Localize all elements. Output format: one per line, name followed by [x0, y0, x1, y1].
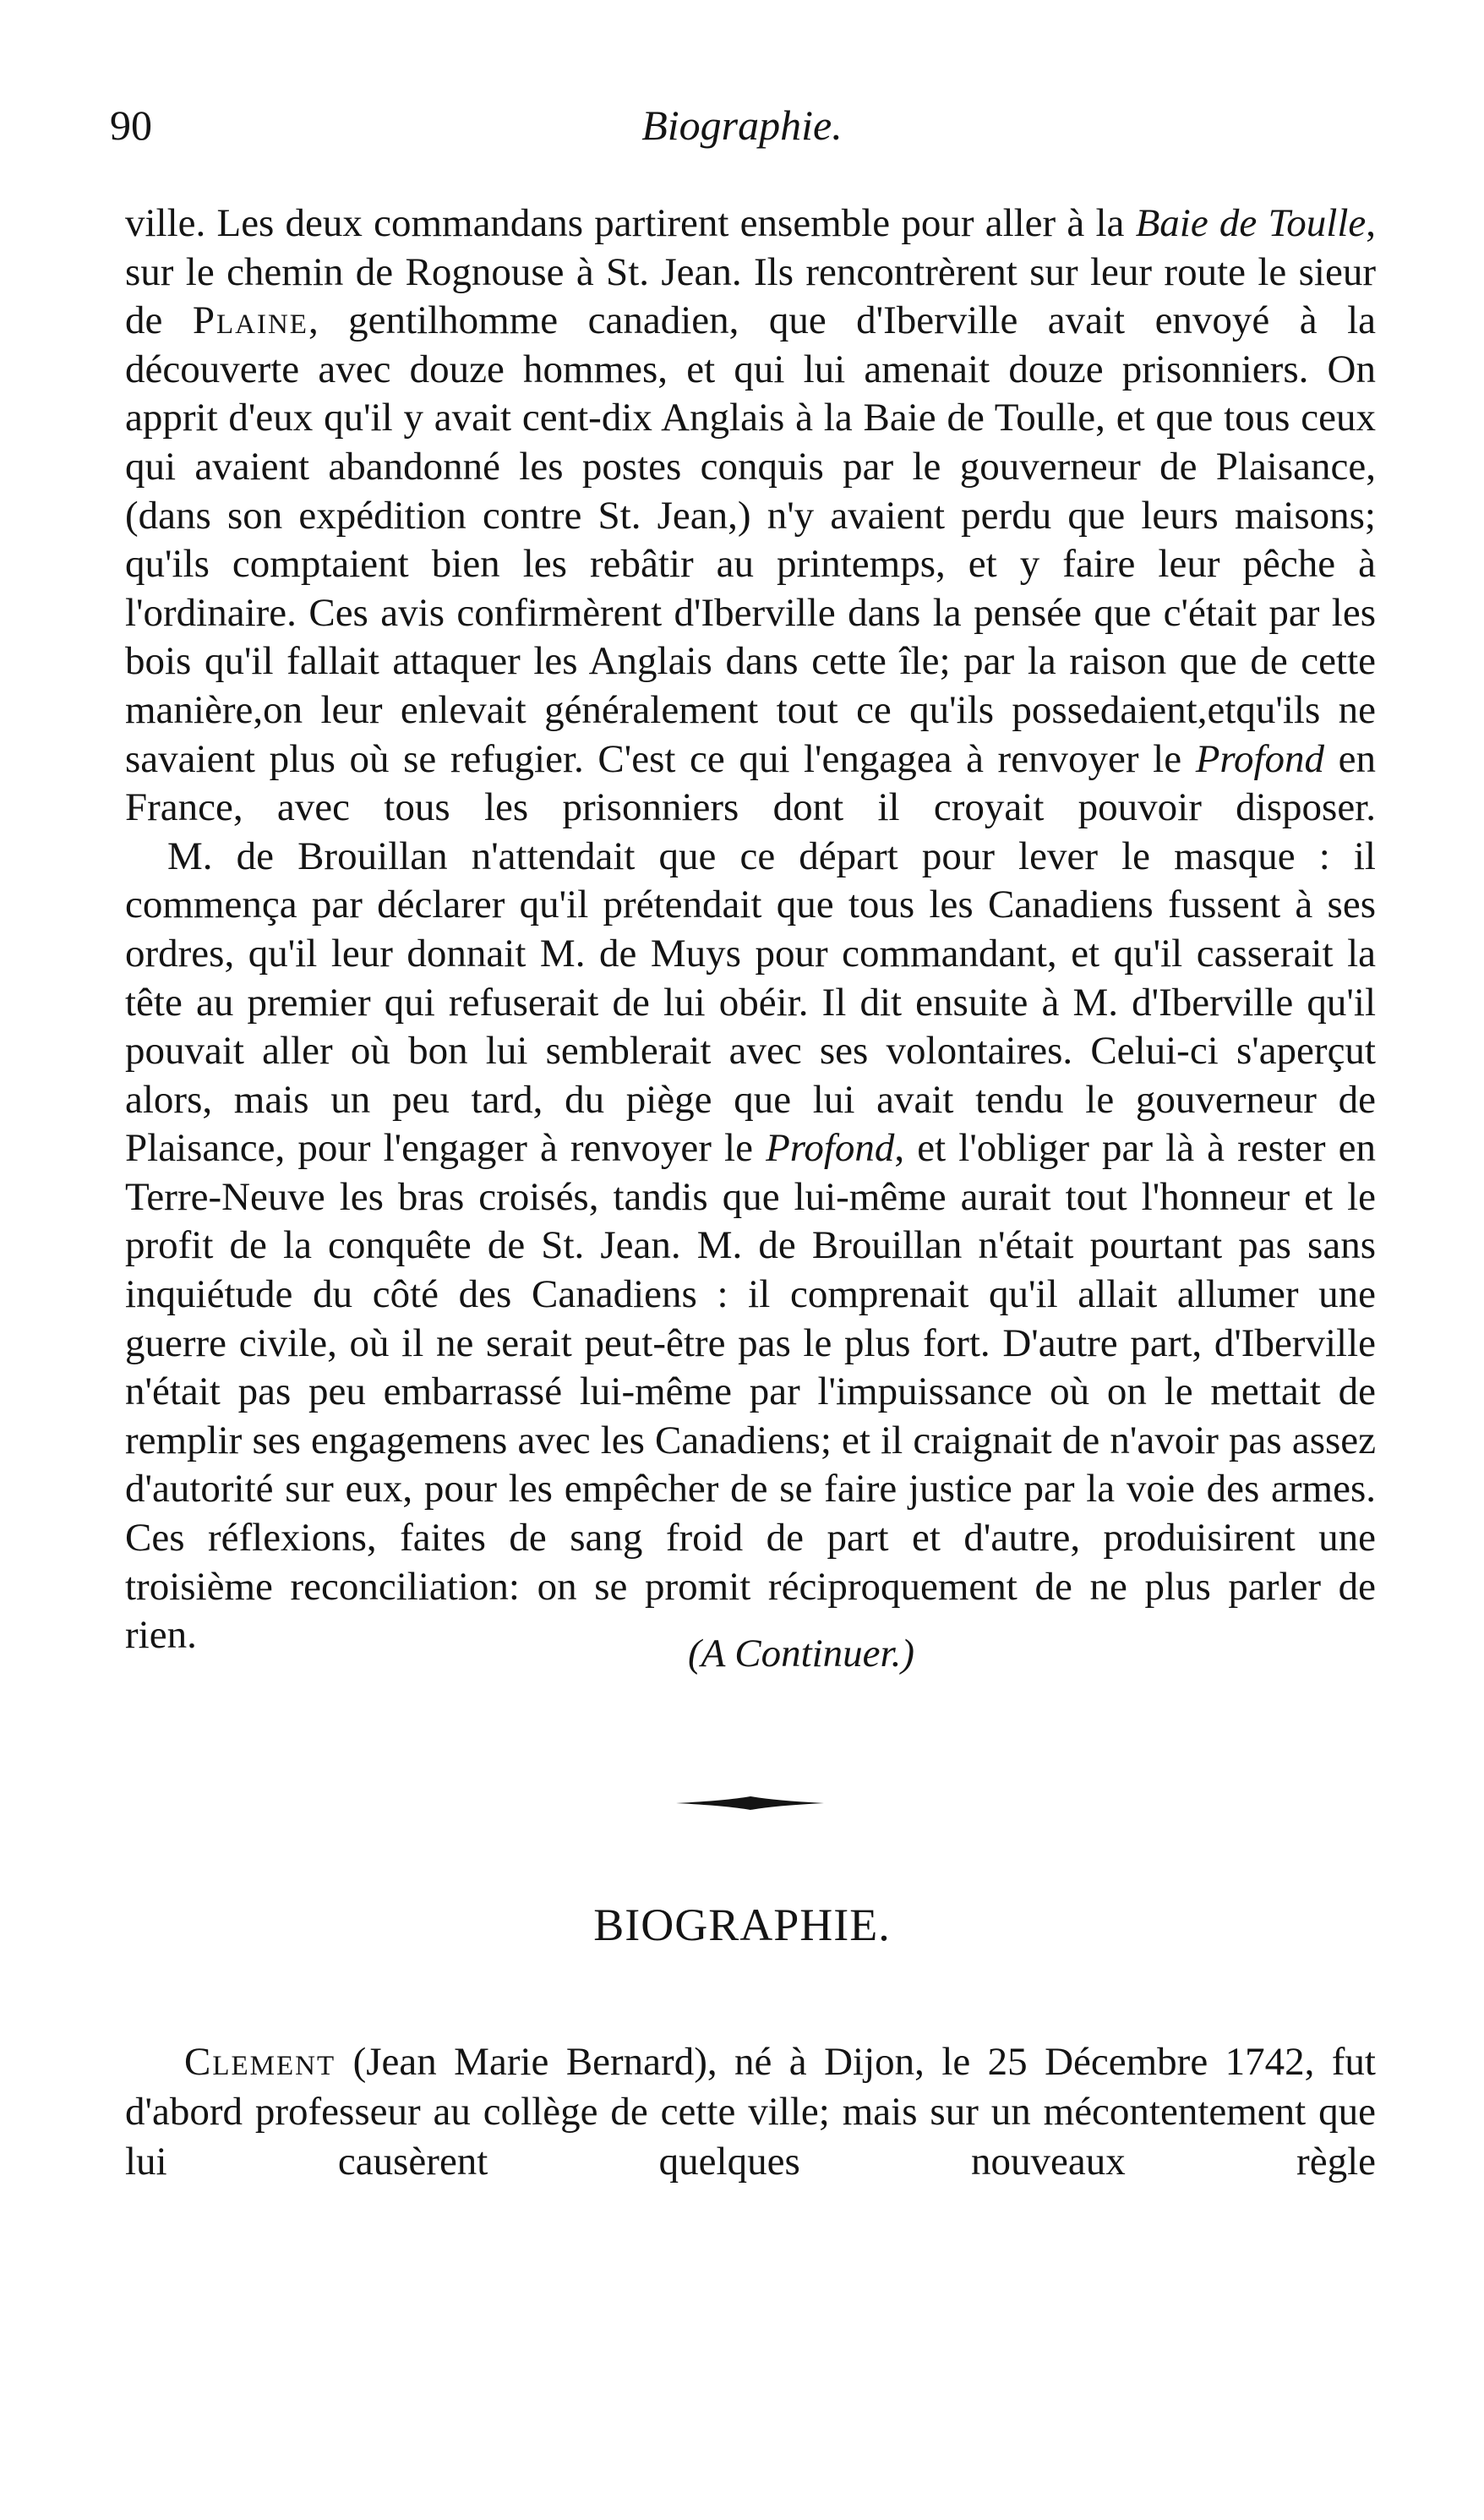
text-run: , sur le chemin de Rognouse à St. Jean. Ils rencontrèrent sur leur route le sieur de [125, 201, 1376, 343]
article-text [125, 200, 1376, 1660]
ornament-divider [676, 1794, 824, 1812]
smallcaps-name: Clement [184, 2040, 336, 2084]
text-run: en France, avec tous les prisonniers dont il croyait pouvoir disposer. [125, 736, 1376, 830]
biography-paragraph [125, 2037, 1376, 2187]
section-title: BIOGRAPHIE. [593, 1900, 891, 1950]
italic-place-name: Baie de Toulle [1135, 201, 1367, 245]
page-number: 90 [110, 101, 152, 149]
continuation-note: (A Continuer.) [687, 1632, 915, 1675]
running-title: Biographie. [641, 101, 843, 149]
paragraph-1 [125, 200, 1376, 833]
text-run: , gentilhomme canadien, que d'Iberville avait envoyé à la découverte avec douze hommes, et qui lui amenait douze prisonniers. On apprit d'eux qu'il y avait cent-dix Anglais à la Baie de Toulle, et que tous ceux qui avaient abandonné les postes conquis par le gouverneur de Plaisance, (dans son expédition contre St. Jean,) n'y avaient perdu que leurs maisons; qu'ils comptaient bien les rebâtir au printemps, et y faire leur pêche à l'ordinaire. Ces avis confirmèrent d'Iberville dans la pensée que c'était par les bois qu'il fallait attaquer les Anglais dans cette île; par la raison que de cette manière,on leur enlevait généralement tout ce qu'ils possedaient,etqu'ils ne savaient plus où se refugier. C'est ce qui l'engagea à renvoyer le [125, 298, 1376, 781]
biography-entry [125, 2037, 1376, 2187]
text-run: M. de Brouillan n'attendait que ce départ pour lever le masque : il commença par déclarer qu'il prétendait que tous les Canadiens fussent à ses ordres, qu'il leur donnait M. de Muys pour commandant, et qu'il casserait la tête au premier qui refuserait de lui obéir. Il dit ensuite à M. d'Iberville qu'il pouvait aller où bon lui semblerait avec ses volontaires. Celui-ci s'aperçut alors, mais un peu tard, du piège que lui avait tendu le gouverneur de Plaisance, pour l'engager à renvoyer le [125, 834, 1376, 1171]
smallcaps-name: Plaine [192, 298, 308, 343]
text-run: ville. Les deux commandans partirent ensemble pour aller à la [125, 201, 1136, 245]
text-run: , et l'obliger par là à rester en Terre-Neuve les bras croisés, tandis que lui-même aurait tout l'honneur et le profit de la conquête de St. Jean. M. de Brouillan n'était pourtant pas sans inquiétude du côté des Canadiens : il comprenait qu'il allait allumer une guerre civile, où il ne serait peut-être pas le plus fort. D'autre part, d'Iberville n'était pas peu embarrassé lui-même par l'impuissance où on le mettait de remplir ses engagemens avec les Canadiens; et il craignait de n'avoir pas assez d'autorité sur eux, pour les empêcher de se faire justice par la voie des armes. Ces réflexions, faites de sang froid de part et d'autre, produisirent une troisième reconciliation: on se promit réciproquement de ne plus parler de rien. [125, 1126, 1376, 1658]
page-header [110, 100, 1374, 150]
paragraph-2 [125, 833, 1376, 1660]
text-run: (Jean Marie Bernard), né à Dijon, le 25 Décembre 1742, fut d'abord professeur au collège de cette ville; mais sur un mécontentement que lui causèrent quelques nouveaux règle [125, 2040, 1376, 2184]
italic-ship-name: Profond [1195, 736, 1325, 781]
italic-ship-name: Profond [766, 1126, 895, 1171]
